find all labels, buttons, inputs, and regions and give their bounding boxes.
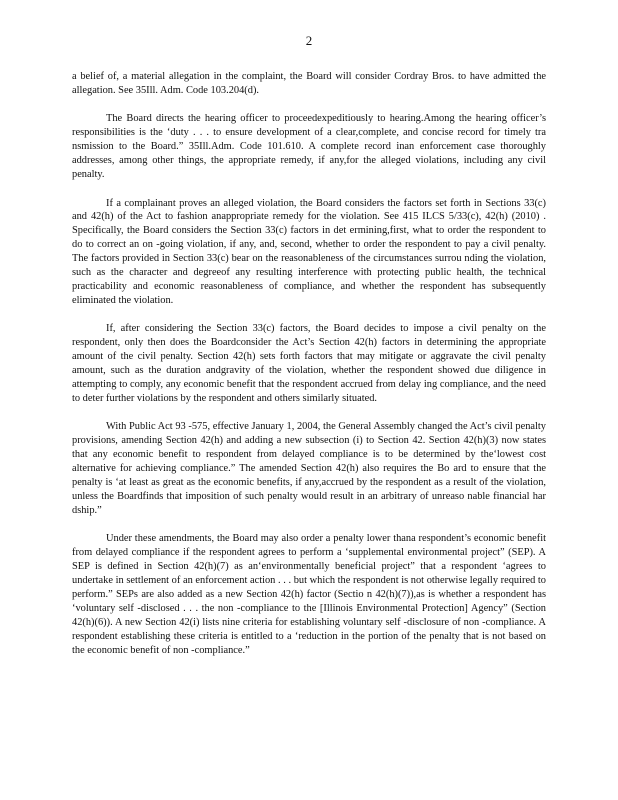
body-text xyxy=(72,70,546,672)
paragraph-public-act: With Public Act 93 -575, effective January 1, 2004, the General Assembly changed the Act’s civil penalty provisions, amending Section 42(h) and adding a new subsection (i) to Section 42. Section 42(h)(3) now states that any economic benefit to respondent from delayed compliance is to be determined by the‘lowest cost alternative for achieving compliance.” The amended Section 42(h) also requires the Bo ard to ensure that the penalty is ‘at least as great as the economic benefits, if any,accrued by the respondent as a result of the violation, unless the Boardfinds that imposition of such penalty would result in an arbitrary of unreaso nable financial har dship.” xyxy=(72,421,546,516)
page-number: 2 xyxy=(305,33,313,48)
paragraph-section-42h-factors: If, after considering the Section 33(c) factors, the Board decides to impose a civil penalty on the respondent, only then does the Boardconsider the Act’s Section 42(h) factors in determining the appropriate amount of the civil penalty. Section 42(h) sets forth factors that may mitigate or aggravate the civil penalty amount, such as the duration andgravity of the violation, whether the respondent showed due diligence in attempting to comply, any economic benefit that the respondent accrued from delay ing compliance, and the need to deter further violations by the respondent and others similarly situated. xyxy=(72,323,546,404)
paragraph-hearing-officer: The Board directs the hearing officer to proceedexpeditiously to hearing.Among the hearing officer’s responsibilities is the ‘duty . . . to ensure development of a clear,complete, and concise record for timely tra nsmission to the Board.” 35Ill.Adm. Code 101.610. A complete record inan enforcement case thoroughly addresses, among other things, the appropriate remedy, if any,for the alleged violations, including any civil penalty. xyxy=(72,113,546,181)
paragraph-admitted-allegation: a belief of, a material allegation in the complaint, the Board will consider Cordray Bros. to have admitted the allegation. See 35Ill. Adm. Code 103.204(d). xyxy=(72,71,546,96)
paragraph-section-33c-factors: If a complainant proves an alleged violation, the Board considers the factors set forth in Sections 33(c) and 42(h) of the Act to fashion anappropriate remedy for the violation. See 415 ILCS 5/33(c), 42(h) (2010) . Specifically, the Board considers the Section 33(c) factors in det ermining,first, what to order the respondent to do to correct an on -going violation, if any, and, second, whether to order the respondent to pay a civil penalty. The factors provided in Section 33(c) bear on the reasonableness of the circumstances surrou nding the violation, such as the character and degreeof any resulting interference with protecting public health, the technical practicability and economic reasonableness of compliance, and whether the respondent has subsequently eliminated the violation. xyxy=(72,197,546,306)
paragraph-sep-amendments: Under these amendments, the Board may also order a penalty lower thana respondent’s economic benefit from delayed compliance if the respondent agrees to perform a ‘supplemental environmental project” (SEP). A SEP is defined in Section 42(h)(7) as an‘environmentally beneficial project” that a respondent ‘agrees to undertake in settlement of an enforcement action . . . but which the respondent is not otherwise legally required to perform.” SEPs are also added as a new Section 42(h) factor (Sectio n 42(h)(7)),as is whether a respondent has ‘voluntary self -disclosed . . . the non -compliance to the [Illinois Environmental Protection] Agency” (Section 42(h)(6)). A new Section 42(i) lists nine criteria for establishing voluntary self -disclosure of non -compliance. A respondent establishing these criteria is entitled to a ‘reduction in the portion of the penalty that is not based on the economic benefit of non -compliance.” xyxy=(72,533,546,656)
